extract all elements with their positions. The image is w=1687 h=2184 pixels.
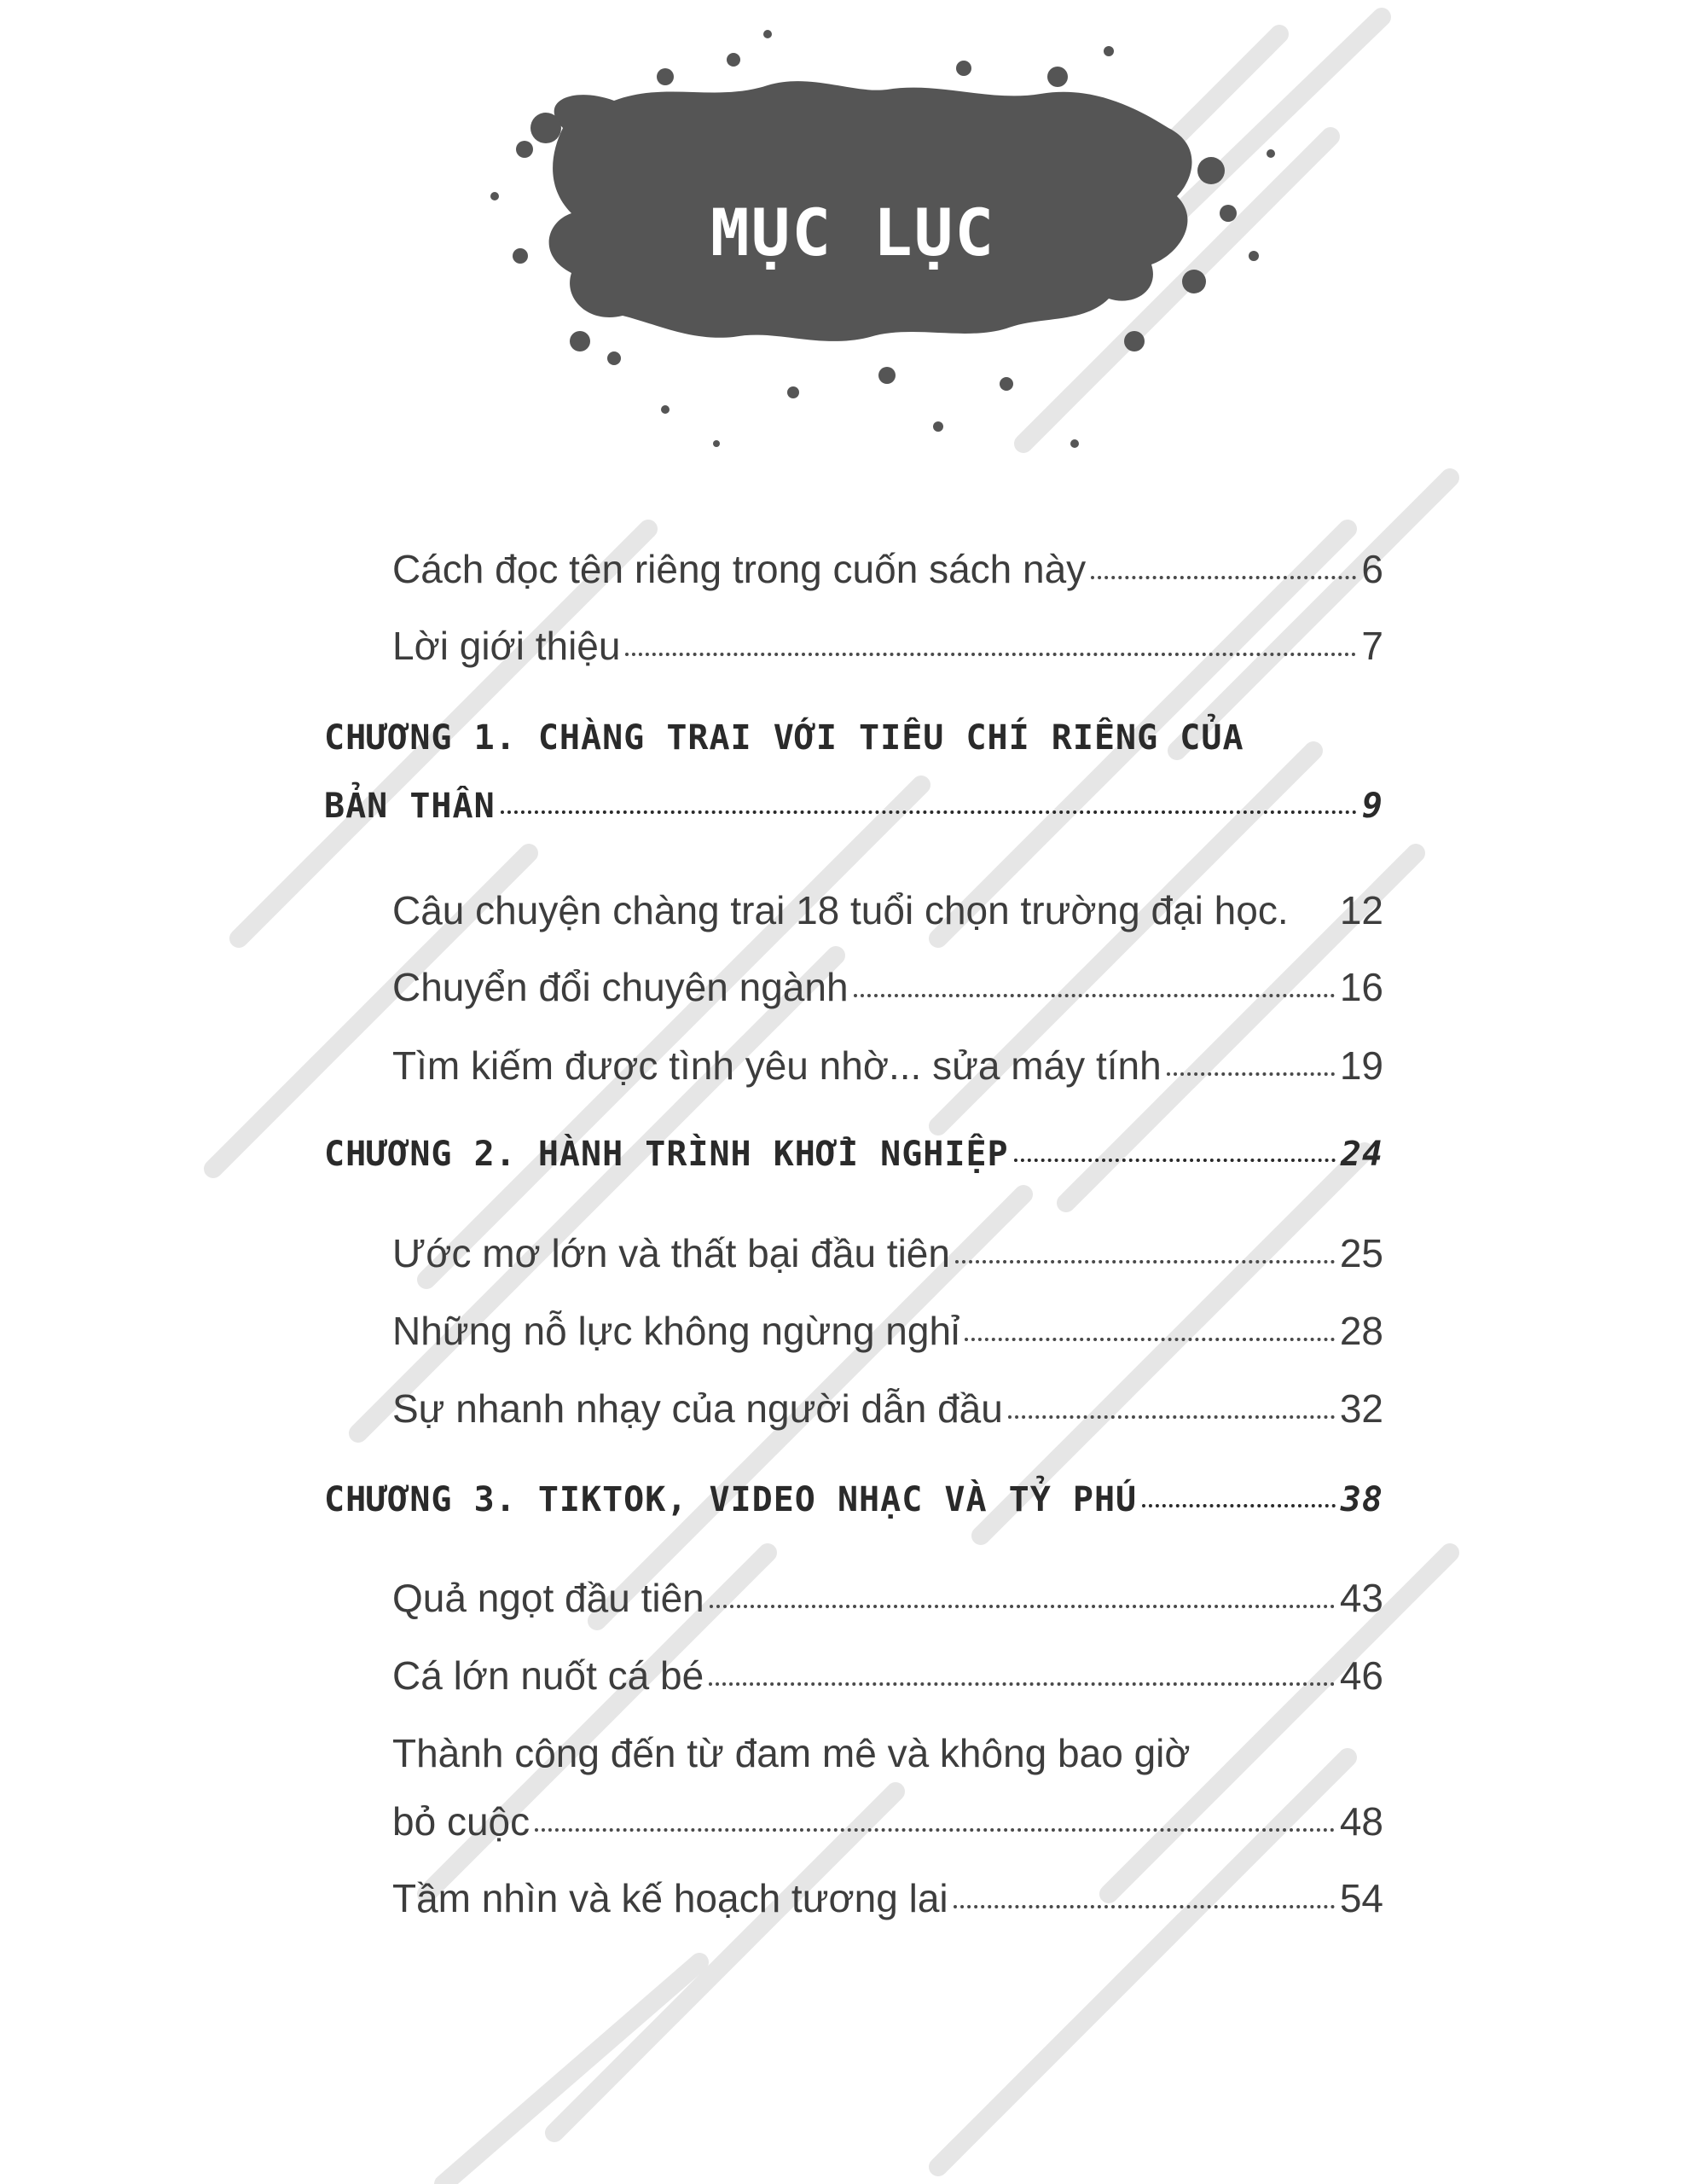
entry-title: Cá lớn nuốt cá bé xyxy=(392,1653,704,1698)
page-number: 6 xyxy=(1361,547,1383,591)
toc-entry[interactable] xyxy=(392,1798,1383,1844)
leader-dots xyxy=(710,1605,1335,1608)
leader-dots xyxy=(965,1338,1335,1341)
leader-dots xyxy=(955,1260,1335,1263)
toc-entry[interactable] xyxy=(392,1575,1383,1621)
leader-dots xyxy=(854,994,1335,997)
page-number: 54 xyxy=(1339,1876,1383,1920)
page-title: MỤC LỤC xyxy=(710,195,996,270)
leader-dots xyxy=(954,1905,1335,1908)
toc-entry[interactable] xyxy=(392,1385,1383,1432)
toc-entry[interactable] xyxy=(392,887,1383,933)
toc-chapter-entry[interactable] xyxy=(324,1480,1383,1519)
toc-entry[interactable] xyxy=(392,964,1383,1010)
page-number: 48 xyxy=(1339,1799,1383,1844)
entry-title: bỏ cuộc xyxy=(392,1799,530,1844)
page-number: 38 xyxy=(1340,1480,1383,1519)
page-number: 43 xyxy=(1339,1576,1383,1620)
toc-entry[interactable] xyxy=(392,623,1383,669)
chapter-heading-line1: CHƯƠNG 1. CHÀNG TRAI VỚI TIÊU CHÍ RIÊNG CỦA xyxy=(324,718,1244,758)
leader-dots xyxy=(1008,1415,1335,1419)
leader-dots xyxy=(1014,1159,1336,1162)
leader-dots xyxy=(709,1682,1335,1686)
toc-chapter-entry[interactable] xyxy=(324,1135,1383,1174)
entry-title: CHƯƠNG 2. HÀNH TRÌNH KHỞI NGHIỆP xyxy=(324,1135,1009,1174)
page-number: 7 xyxy=(1361,624,1383,668)
leader-dots xyxy=(501,810,1357,814)
page-number: 24 xyxy=(1340,1135,1383,1174)
entry-title: Cách đọc tên riêng trong cuốn sách này xyxy=(392,547,1087,591)
entry-title: CHƯƠNG 3. TIKTOK, VIDEO NHẠC VÀ TỶ PHÚ xyxy=(324,1480,1138,1519)
page-number: 25 xyxy=(1339,1231,1383,1275)
entry-title: Tìm kiếm được tình yêu nhờ... sửa máy tính xyxy=(392,1043,1162,1088)
entry-title: Câu chuyện chàng trai 18 tuổi chọn trường đại học. xyxy=(392,888,1289,932)
toc-entry[interactable] xyxy=(392,1875,1383,1921)
leader-dots xyxy=(1167,1072,1335,1076)
leader-dots xyxy=(1294,917,1335,921)
toc-chapter-entry[interactable] xyxy=(324,787,1383,826)
leader-dots xyxy=(1091,576,1356,579)
page-number: 46 xyxy=(1339,1653,1383,1698)
toc-entry[interactable] xyxy=(392,1653,1383,1699)
page-number: 16 xyxy=(1339,965,1383,1009)
toc-entry[interactable] xyxy=(392,546,1383,592)
toc-entry[interactable] xyxy=(392,1308,1383,1354)
entry-title: Lời giới thiệu xyxy=(392,624,621,668)
page-number: 12 xyxy=(1339,888,1383,932)
entry-title: Ước mơ lớn và thất bại đầu tiên xyxy=(392,1231,950,1275)
entry-title: BẢN THÂN xyxy=(324,787,496,826)
leader-dots xyxy=(625,653,1356,656)
page-number: 28 xyxy=(1339,1309,1383,1353)
entry-title: Những nỗ lực không ngừng nghỉ xyxy=(392,1309,960,1353)
entry-title: Chuyển đổi chuyên ngành xyxy=(392,965,849,1009)
entry-title-line1: Thành công đến từ đam mê và không bao giờ xyxy=(392,1731,1191,1775)
toc-entry[interactable] xyxy=(392,1230,1383,1276)
entry-title: Tầm nhìn và kế hoạch tương lai xyxy=(392,1876,948,1920)
page-number: 32 xyxy=(1339,1386,1383,1431)
leader-dots xyxy=(535,1828,1335,1832)
page-number: 19 xyxy=(1339,1043,1383,1088)
entry-title: Quả ngọt đầu tiên xyxy=(392,1576,704,1620)
page-number: 9 xyxy=(1361,787,1383,826)
toc-entry[interactable] xyxy=(392,1043,1383,1089)
entry-title: Sự nhanh nhạy của người dẫn đầu xyxy=(392,1386,1003,1431)
leader-dots xyxy=(1142,1504,1336,1507)
